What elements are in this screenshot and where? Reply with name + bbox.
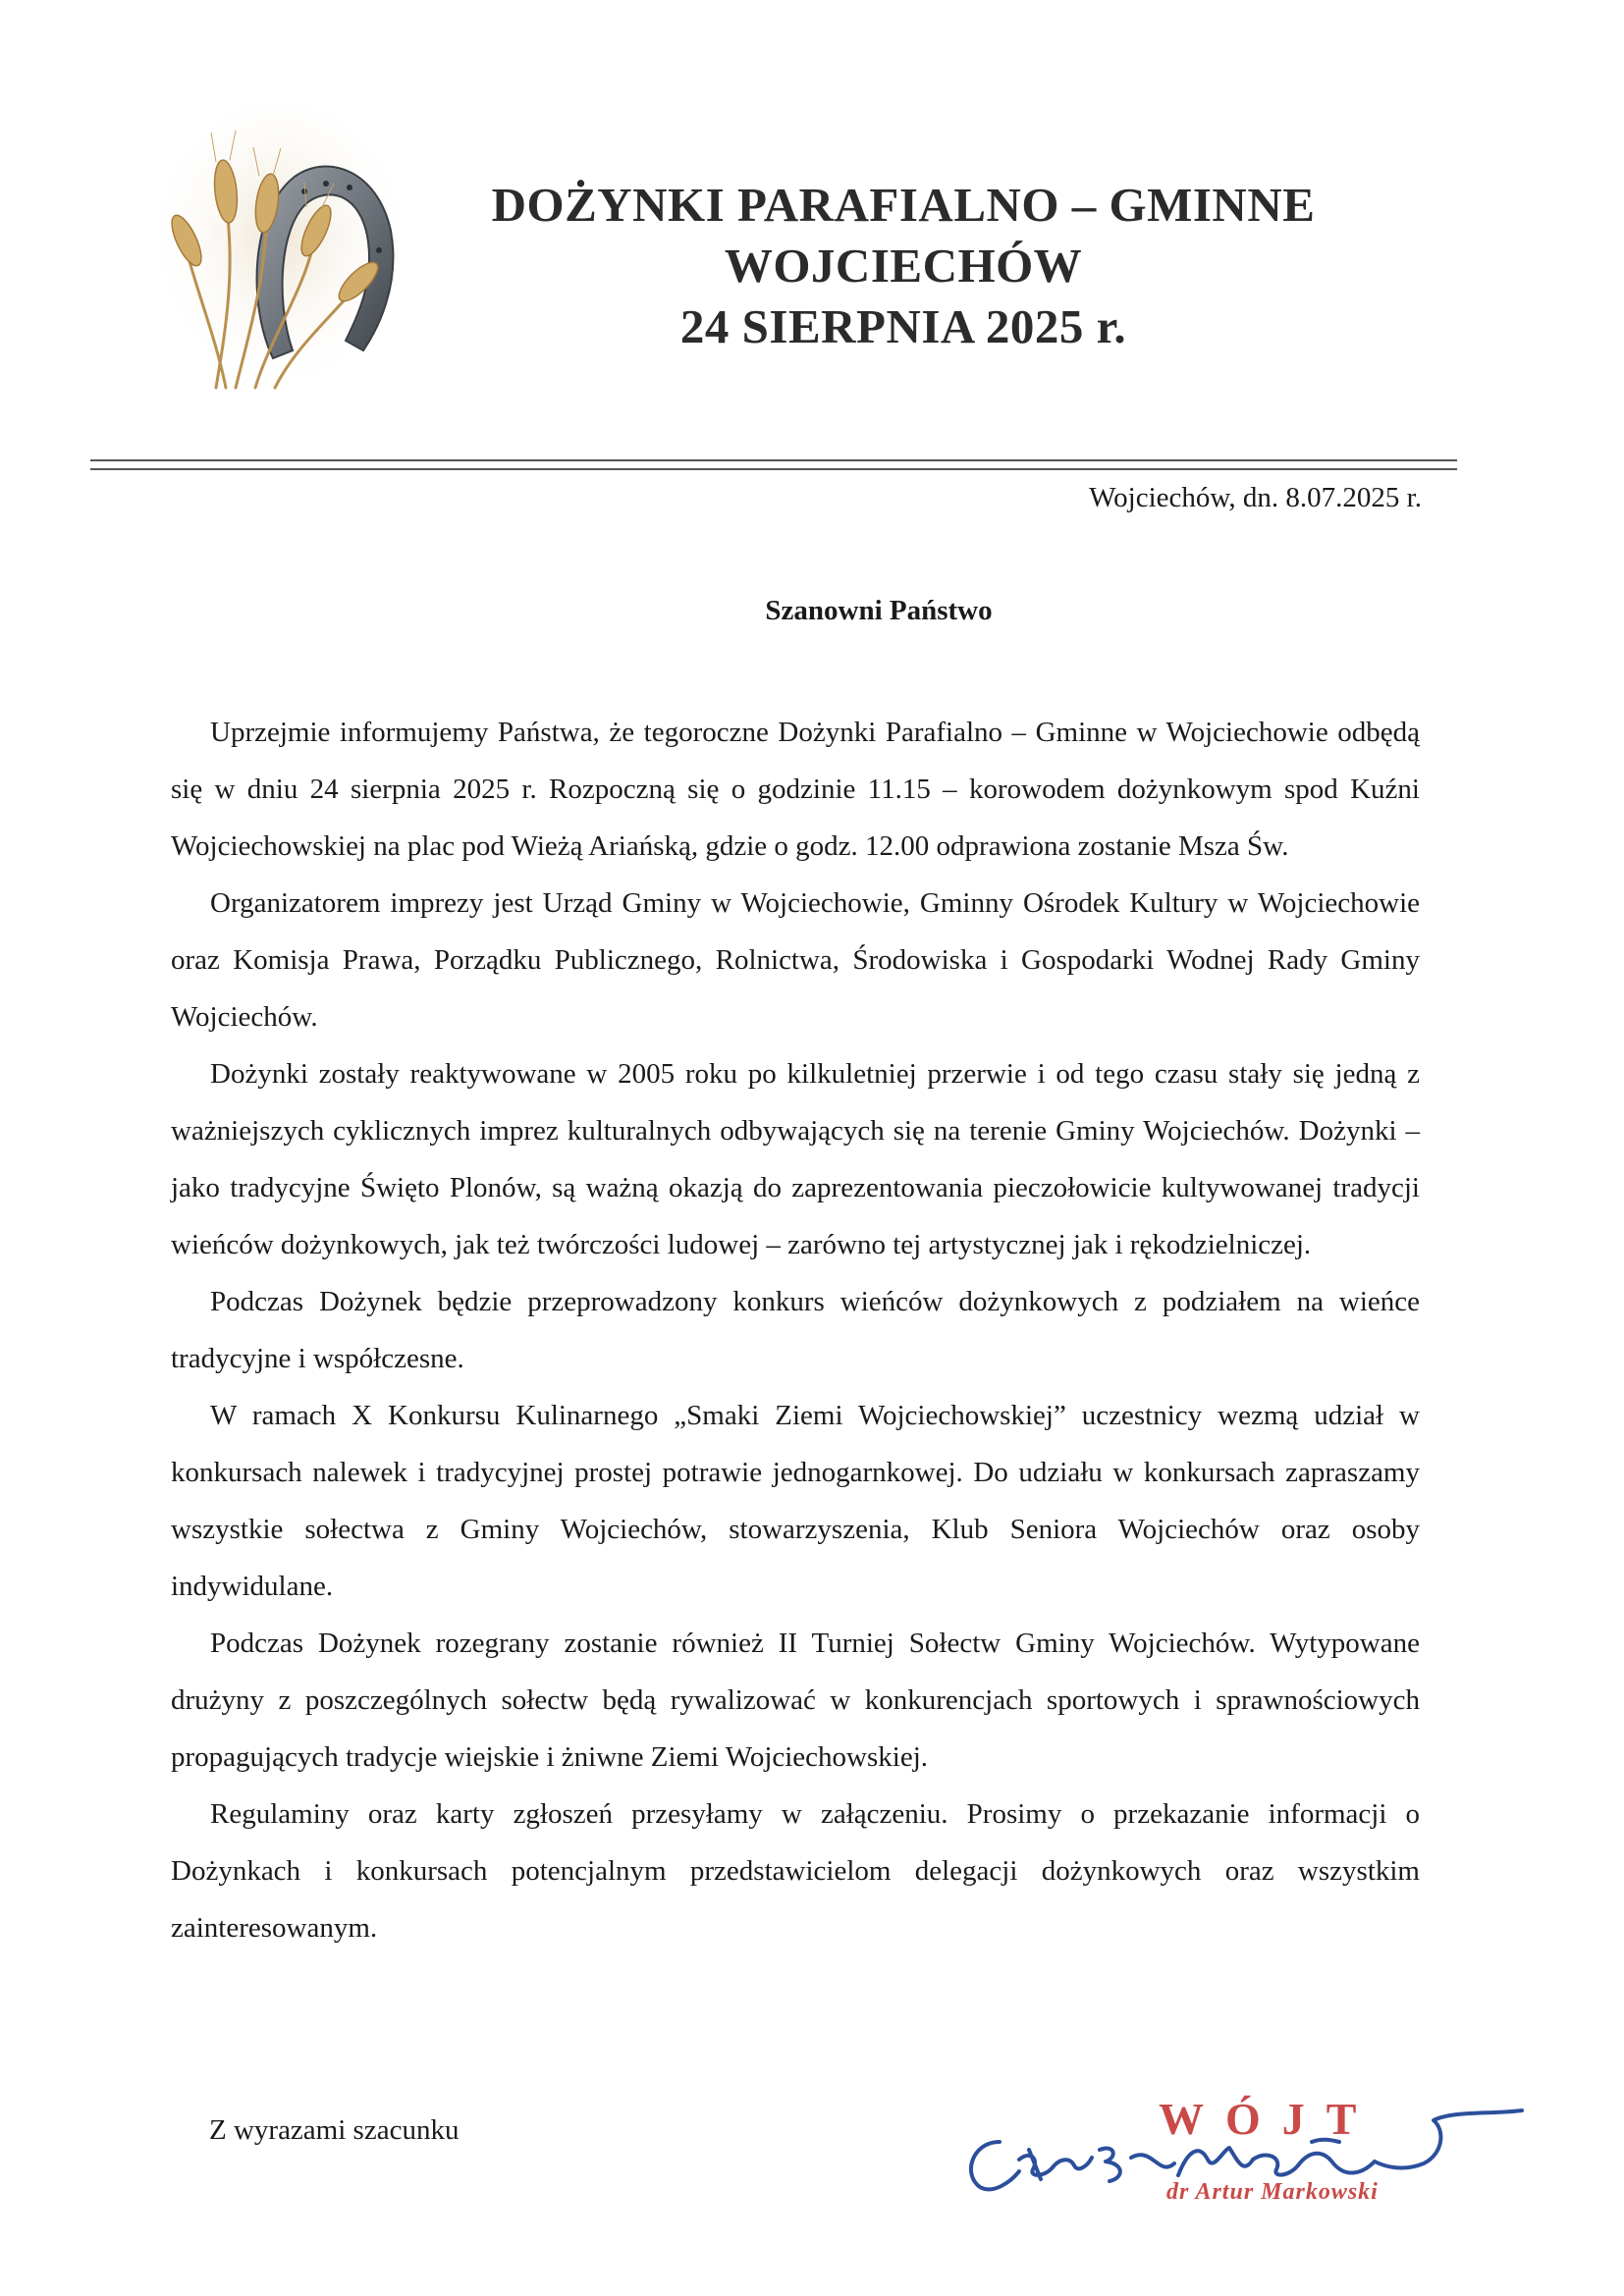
paragraph: Podczas Dożynek będzie przeprowadzony konkurs wieńców dożynkowych z podziałem na wieńce tradycyjne i współczesne. [171,1286,1420,1374]
header-rule-bottom [90,468,1457,470]
horseshoe-wheat-icon [157,93,403,398]
paragraph: Dożynki zostały reaktywowane w 2005 roku po kilkuletniej przerwie i od tego czasu stały się jedną z ważniejszych cyklicznych imprez kulturalnych odbywających się na terenie Gminy Wojciechów. Dożynki – jako tradycyjne Święto Plonów, są ważną okazją do zaprezentowania pieczołowicie kultywowanej tradycji wieńców dożynkowych, jak też twórczości ludowej – zarówno tej artystycznej jak i rękodzielniczej. [171,1058,1420,1260]
paragraph: W ramach X Konkursu Kulinarnego „Smaki Ziemi Wojciechowskiej” uczestnicy wezmą udział w konkursach nalewek i tradycyjnej prostej potrawie jednogarnkowej. Do udziału w konkursach zapraszamy wszystkie sołectwa z Gminy Wojciechów, stowarzyszenia, Klub Seniora Wojciechów oraz osoby indywidulane. [171,1400,1420,1602]
title-line-3: 24 SIERPNIA 2025 r. [679,299,1127,353]
title-line-2: WOJCIECHÓW [724,239,1083,293]
handwritten-signature [943,2081,1532,2238]
paragraph: Organizatorem imprezy jest Urząd Gminy w Wojciechowie, Gminny Ośrodek Kultury w Wojciechowie oraz Komisja Prawa, Porządku Publicznego, Rolnictwa, Środowiska i Gospodarki Wodnej Rady Gminy Wojciechów. [171,887,1420,1033]
date-line: Wojciechów, dn. 8.07.2025 r. [1089,482,1422,513]
paragraph: Podczas Dożynek rozegrany zostanie również II Turniej Sołectw Gminy Wojciechów. Wytypowane drużyny z poszczególnych sołectw będą rywalizować w konkurencjach sportowych i sprawnościowych propagujących tradycje wiejskie i żniwne Ziemi Wojciechowskiej. [171,1628,1420,1773]
title-line-1: DOŻYNKI PARAFIALNO – GMINNE [491,178,1316,232]
header-rule-top [90,459,1457,461]
paragraph: Uprzejmie informujemy Państwa, że tegoroczne Dożynki Parafialno – Gminne w Wojciechowie odbędą się w dniu 24 sierpnia 2025 r. Rozpoczną się o godzinie 11.15 – korowodem dożynkowym spod Kuźni Wojciechowskiej na plac pod Wieżą Ariańską, gdzie o godz. 12.00 odprawiona zostanie Msza Św. [171,717,1420,862]
closing-line: Z wyrazami szacunku [209,2114,460,2146]
greeting: Szanowni Państwo [765,595,993,626]
stamp-title: WÓJT [1159,2094,1379,2144]
stamp-name: dr Artur Markowski [1166,2179,1379,2205]
letterhead-title [412,175,1394,357]
letter-body [171,704,1420,1956]
signature-stamp [943,2081,1532,2238]
paragraph: Regulaminy oraz karty zgłoszeń przesyłamy w załączeniu. Prosimy o przekazanie informacji o Dożynkach i konkursach potencjalnym przedstawicielom delegacji dożynkowych oraz wszystkim zainteresowanym. [171,1798,1420,1944]
